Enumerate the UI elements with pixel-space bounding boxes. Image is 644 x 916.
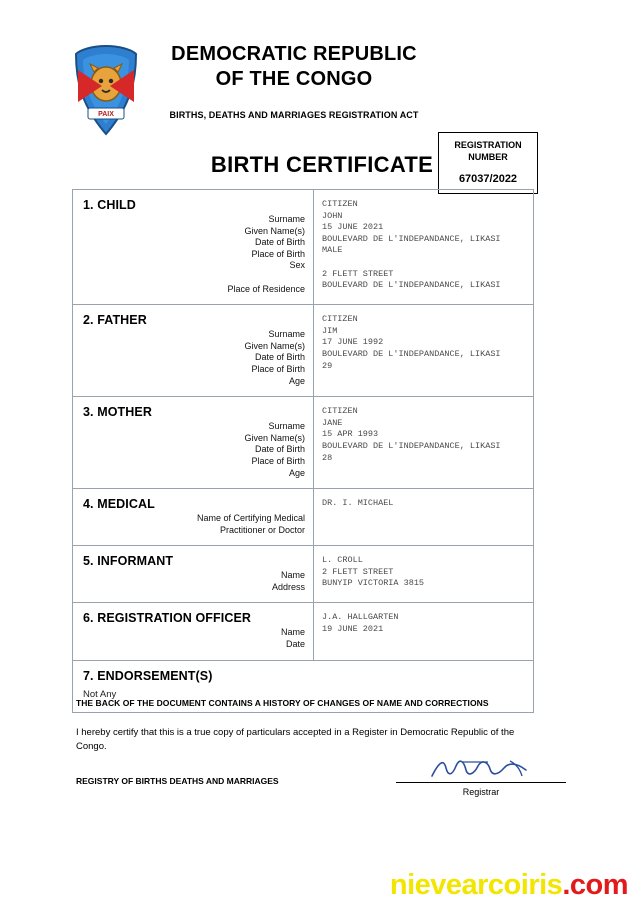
registration-number-value: 67037/2022 (458, 173, 518, 185)
section-officer-labels (83, 627, 305, 650)
label-mother-surname: Surname (268, 421, 305, 432)
label-father-date-of-birth: Date of Birth (254, 352, 305, 363)
label-spacer (83, 272, 305, 284)
certificate-form (72, 189, 534, 713)
section-father-title: 2. FATHER (83, 313, 147, 328)
label-father-age: Age (288, 375, 305, 386)
value-endorsements: Not Any (83, 688, 117, 700)
label-surname: Surname (268, 214, 305, 224)
value-father-date-of-birth: 17 JUNE 1992 (322, 337, 384, 348)
label-officer-date: Date (285, 639, 305, 650)
value-mother-given-names: JANE (322, 417, 343, 428)
value-father-surname: CITIZEN (322, 314, 358, 325)
value-mother-date-of-birth: 15 APR 1993 (322, 429, 379, 440)
value-officer-date: 19 JUNE 2021 (322, 624, 384, 635)
value-given-names: JOHN (322, 210, 343, 221)
value-medical-practitioner: DR. I. MICHAEL (322, 498, 394, 509)
country-name-line1: DEMOCRATIC REPUBLIC (171, 43, 417, 65)
coat-of-arms-icon (72, 44, 140, 136)
label-sex: Sex (289, 260, 305, 271)
label-father-surname: Surname (268, 329, 305, 340)
value-officer-name: J.A. HALLGARTEN (322, 612, 399, 623)
value-date-of-birth: 15 JUNE 2021 (322, 222, 384, 233)
section-mother-title: 3. MOTHER (83, 405, 152, 420)
section-father-labels (83, 329, 305, 387)
section-endorsements-title: 7. ENDORSEMENT(S) (83, 668, 213, 683)
label-father-given-names: Given Name(s) (244, 340, 305, 351)
section-medical-title: 4. MEDICAL (83, 497, 155, 512)
section-child-values (313, 190, 533, 304)
section-officer-values (313, 603, 533, 659)
country-title-block (155, 42, 433, 120)
page-title: BIRTH CERTIFICATE (210, 152, 434, 177)
value-informant-address-line1: 2 FLETT STREET (322, 566, 394, 577)
section-medical-values (313, 489, 533, 545)
registration-label-line1: REGISTRATION (454, 140, 522, 150)
section-informant-labels (83, 570, 305, 593)
value-father-age: 29 (322, 360, 333, 371)
label-mother-place-of-birth: Place of Birth (251, 455, 305, 466)
value-spacer (322, 257, 527, 269)
registry-office-line: REGISTRY OF BIRTHS DEATHS AND MARRIAGES (76, 776, 279, 786)
document-footer (76, 698, 536, 797)
section-registration-officer (73, 603, 533, 660)
label-given-names: Given Name(s) (244, 225, 305, 236)
label-mother-date-of-birth: Date of Birth (254, 444, 305, 455)
value-place-of-birth: BOULEVARD DE L'INDEPANDANCE, LIKASI (322, 233, 501, 244)
certification-text: I hereby certify that this is a true copy of particulars accepted in a Register in Democratic Republic of the Congo. (76, 727, 515, 752)
value-father-place-of-birth: BOULEVARD DE L'INDEPANDANCE, LIKASI (322, 348, 501, 359)
section-father-values (313, 305, 533, 396)
section-informant-values (313, 546, 533, 602)
section-father (73, 305, 533, 397)
value-mother-place-of-birth: BOULEVARD DE L'INDEPANDANCE, LIKASI (322, 440, 501, 451)
section-mother-values (313, 397, 533, 488)
label-mother-age: Age (288, 467, 305, 478)
section-informant-title: 5. INFORMANT (83, 554, 174, 569)
section-medical (73, 489, 533, 546)
watermark (0, 869, 644, 902)
handwritten-signature-icon (396, 756, 566, 782)
back-of-document-note: THE BACK OF THE DOCUMENT CONTAINS A HISTORY OF CHANGES OF NAME AND CORRECTIONS (76, 698, 489, 708)
value-mother-age: 28 (322, 452, 333, 463)
value-informant-name: L. CROLL (322, 555, 363, 566)
watermark-suffix: .com (562, 869, 628, 901)
value-father-given-names: JIM (322, 325, 338, 336)
signature-rule (396, 782, 566, 783)
section-informant (73, 546, 533, 603)
value-surname: CITIZEN (322, 199, 358, 209)
section-mother-labels (83, 421, 305, 479)
country-name-line2: OF THE CONGO (215, 68, 373, 90)
value-residence-line2: BOULEVARD DE L'INDEPANDANCE, LIKASI (322, 280, 501, 291)
value-mother-surname: CITIZEN (322, 406, 358, 417)
label-mother-given-names: Given Name(s) (244, 432, 305, 443)
svg-text:PAIX: PAIX (98, 111, 114, 118)
value-informant-address-line2: BUNYIP VICTORIA 3815 (322, 578, 425, 589)
section-medical-labels (83, 513, 305, 536)
section-child-labels (83, 214, 305, 295)
label-place-of-birth: Place of Birth (251, 248, 305, 259)
act-subtitle: BIRTHS, DEATHS AND MARRIAGES REGISTRATION ACT (169, 110, 419, 120)
label-place-of-residence: Place of Residence (227, 283, 305, 294)
section-mother (73, 397, 533, 489)
signature-block (396, 756, 566, 797)
label-informant-name: Name (280, 570, 305, 581)
section-child-title: 1. CHILD (83, 198, 136, 212)
value-residence-line1: 2 FLETT STREET (322, 268, 394, 279)
section-child (73, 190, 533, 305)
label-medical-line1: Name of Certifying Medical (196, 513, 305, 524)
label-medical-line2: Practitioner or Doctor (219, 524, 305, 535)
label-informant-address: Address (271, 581, 305, 592)
label-date-of-birth: Date of Birth (254, 237, 305, 248)
watermark-primary: nievearcoiris (389, 869, 563, 901)
section-officer-title: 6. REGISTRATION OFFICER (83, 611, 252, 626)
registration-label-line2: NUMBER (468, 152, 508, 162)
label-father-place-of-birth: Place of Birth (251, 363, 305, 374)
label-officer-name: Name (280, 627, 305, 638)
value-sex: MALE (322, 245, 343, 256)
signature-caption: Registrar (462, 787, 500, 797)
